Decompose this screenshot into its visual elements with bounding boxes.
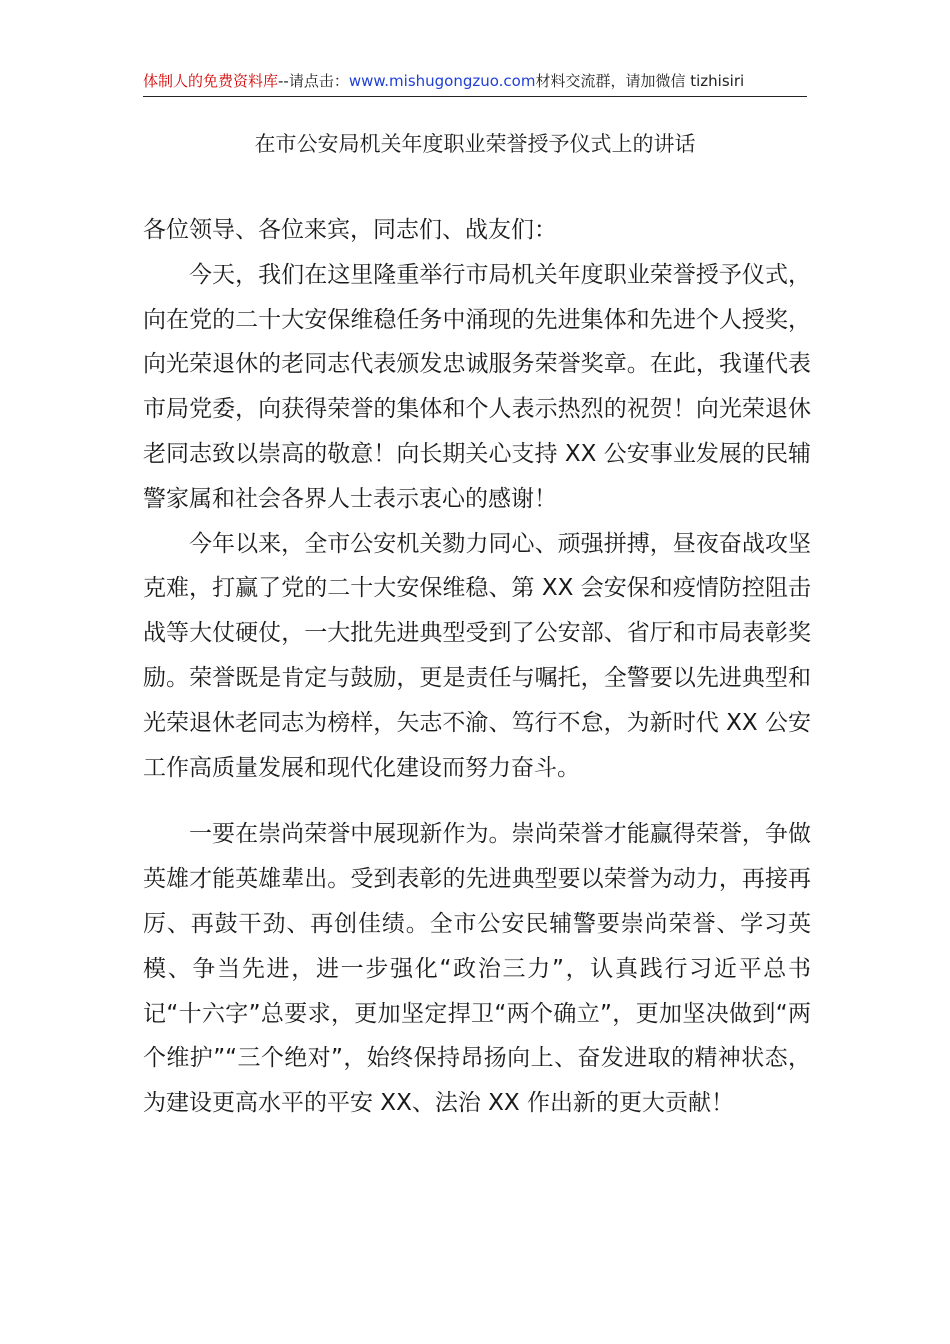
header-wechat-note: 材料交流群，请加微信 tizhisiri: [535, 72, 745, 90]
document-title: 在市公安局机关年度职业荣誉授予仪式上的讲话: [254, 132, 696, 156]
paragraph-1: 今天，我们在这里隆重举行市局机关年度职业荣誉授予仪式，向在党的二十大安保维稳任务中涌现的先进集体和先进个人授奖，向光荣退休的老同志代表颁发忠诚服务荣誉奖章。在此，我谨代表市局党委，向获得荣誉的集体和个人表示热烈的祝贺！向光荣退休老同志致以崇高的敬意！向长期关心支持 XX 公安事业发展的民辅警家属和社会各界人士表示衷心的感谢！: [143, 261, 811, 512]
header-brand[interactable]: 体制人的免费资料库: [143, 72, 279, 90]
header-separator: --请点击：: [278, 72, 349, 90]
document-body: [143, 208, 811, 1126]
paragraph-2: 今年以来，全市公安机关勠力同心、顽强拼搏，昼夜奋战攻坚克难，打赢了党的二十大安保维稳、第 XX 会安保和疫情防控阻击战等大仗硬仗，一大批先进典型受到了公安部、省厅和市局表彰奖励。荣誉既是肯定与鼓励，更是责任与嘱托，全警要以先进典型和光荣退休老同志为榜样，矢志不渝、笃行不怠，为新时代 XX 公安工作高质量发展和现代化建设而努力奋斗。: [143, 530, 811, 781]
salutation: 各位领导、各位来宾，同志们、战友们：: [143, 217, 557, 243]
paragraph-3: 一要在崇尚荣誉中展现新作为。崇尚荣誉才能赢得荣誉，争做英雄才能英雄辈出。受到表彰的先进典型要以荣誉为动力，再接再厉、再鼓干劲、再创佳绩。全市公安民辅警要崇尚荣誉、学习英模、争当先进，进一步强化“政治三力”，认真践行习近平总书记“十六字”总要求，更加坚定捍卫“两个确立”，更加坚决做到“两个维护”“三个绝对”，始终保持昂扬向上、奋发进取的精神状态，为建设更高水平的平安 XX、法治 XX 作出新的更大贡献！: [143, 821, 811, 1117]
page-header: [143, 68, 807, 97]
header-url-link[interactable]: www.mishugongzuo.com: [348, 72, 536, 90]
